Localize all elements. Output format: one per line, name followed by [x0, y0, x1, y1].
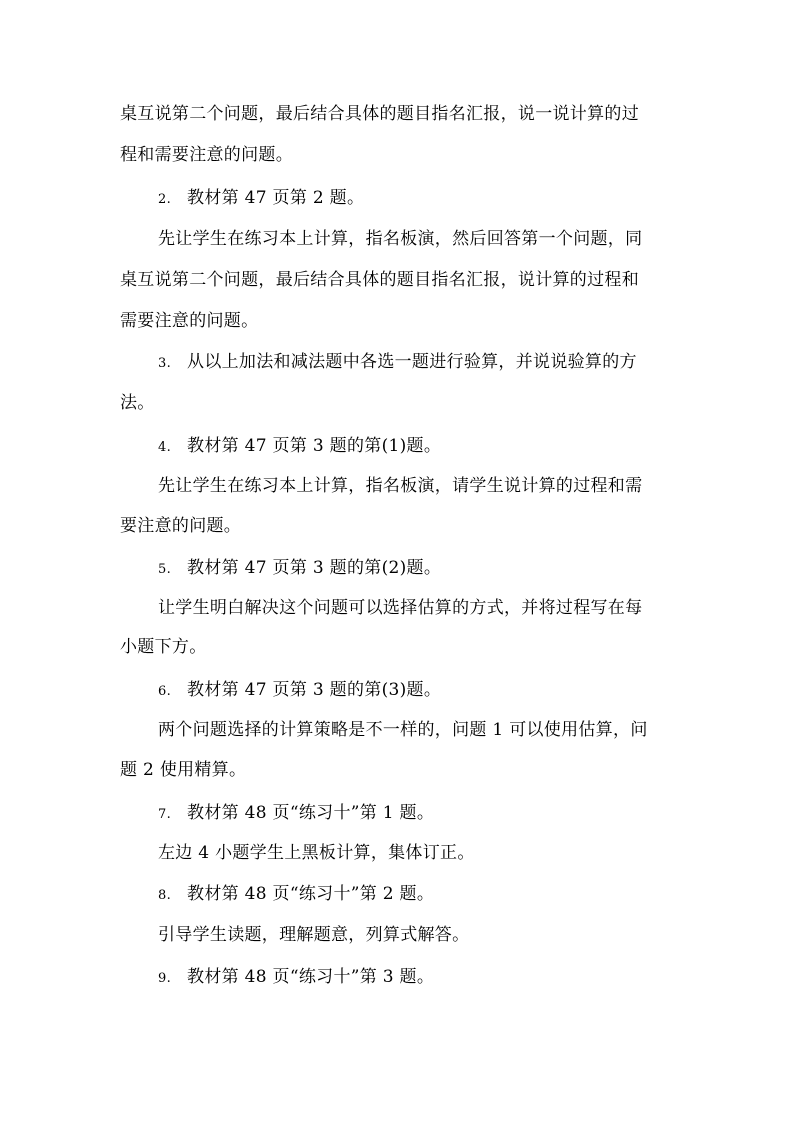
- list-item-5: 5. 教材第 47 页第 3 题的第(2)题。: [158, 558, 442, 578]
- list-item-7: 7. 教材第 48 页“练习十”第 1 题。: [158, 803, 435, 823]
- list-number: 4.: [158, 440, 172, 455]
- paragraph-line: 左边 4 小题学生上黑板计算，集体订正。: [158, 843, 475, 863]
- list-number: 7.: [158, 807, 172, 822]
- paragraph-line: 先让学生在练习本上计算，指名板演，请学生说计算的过程和需: [158, 476, 643, 496]
- list-item-2: 2. 教材第 47 页第 2 题。: [158, 188, 365, 208]
- paragraph-line: 两个问题选择的计算策略是不一样的，问题 1 可以使用估算，问: [158, 720, 648, 740]
- list-item-9: 9. 教材第 48 页“练习十”第 3 题。: [158, 967, 435, 987]
- list-item-6: 6. 教材第 47 页第 3 题的第(3)题。: [158, 680, 442, 700]
- paragraph-line: 桌互说第二个问题，最后结合具体的题目指名汇报，说一说计算的过: [120, 104, 639, 124]
- paragraph-line: 桌互说第二个问题，最后结合具体的题目指名汇报，说计算的过程和: [120, 270, 639, 290]
- list-item-8: 8. 教材第 48 页“练习十”第 2 题。: [158, 884, 435, 904]
- paragraph-line: 需要注意的问题。: [120, 311, 259, 331]
- paragraph-line: 引导学生读题，理解题意，列算式解答。: [158, 925, 470, 945]
- paragraph-line: 先让学生在练习本上计算，指名板演，然后回答第一个问题，同: [158, 229, 643, 249]
- paragraph-line: 让学生明白解决这个问题可以选择估算的方式，并将过程写在每: [158, 598, 643, 618]
- list-number: 8.: [158, 888, 172, 903]
- paragraph-line: 题 2 使用精算。: [120, 760, 247, 780]
- paragraph-line: 法。: [120, 393, 155, 413]
- paragraph-line: 小题下方。: [120, 637, 207, 657]
- list-item-4: 4. 教材第 47 页第 3 题的第(1)题。: [158, 436, 442, 456]
- list-number: 9.: [158, 971, 172, 986]
- list-number: 2.: [158, 192, 172, 207]
- list-number: 3.: [158, 356, 172, 371]
- list-item-3: 3. 从以上加法和减法题中各选一题进行验算，并说说验算的方: [158, 352, 637, 372]
- paragraph-line: 程和需要注意的问题。: [120, 145, 293, 165]
- list-number: 5.: [158, 562, 172, 577]
- list-number: 6.: [158, 684, 172, 699]
- paragraph-line: 要注意的问题。: [120, 516, 242, 536]
